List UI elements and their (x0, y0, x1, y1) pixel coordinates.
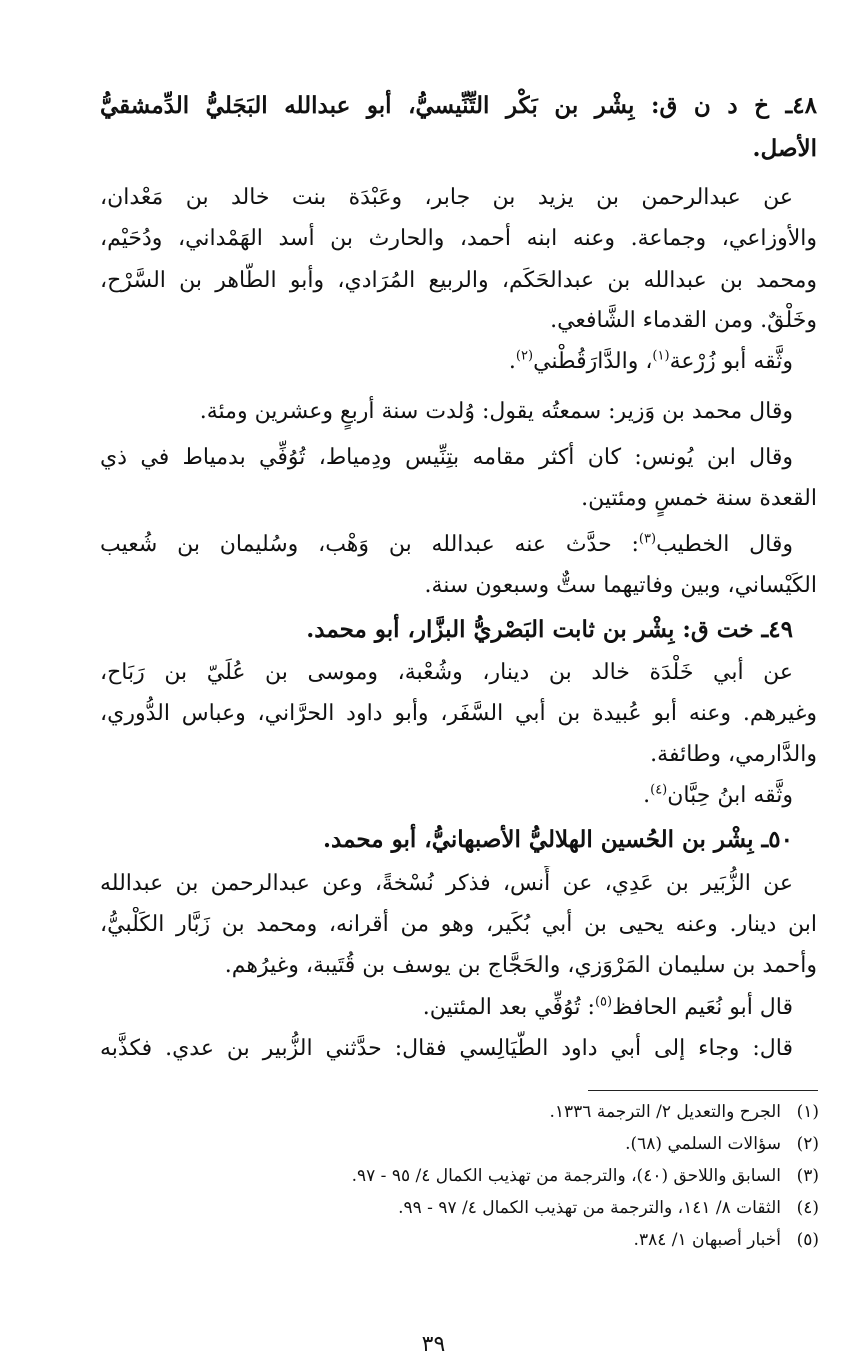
entry-49-heading: ٤٩ـ خت ق: بِشْر بن ثابت البَصْريُّ البزَّار، أبو محمد. (306, 616, 793, 643)
entry-48-line-3: ومحمد بن عبدالله بن عبدالحَكَم، والربيع المُرَادي، وأبو الطَّاهر بن السَّرْح، (100, 268, 817, 293)
footnote-ref-3[interactable]: (٣) (638, 531, 657, 547)
entry-48-line-2: والأوزاعي، وجماعة. وعنه ابنه أحمد، والحارث بن أسد الهَمْداني، ودُحَيْم، (100, 226, 817, 251)
footnote-ref-4[interactable]: (٤) (650, 782, 668, 798)
entry-48-heading-cont: الأصل. (752, 135, 817, 162)
entry-50-death: قال أبو نُعَيم الحافظ$^{(٥)}$: تُوُفِّي بعد المئتين. (422, 994, 793, 1020)
footnote-5: (٥)أخبار أصبهان ١/ ٣٨٤. (633, 1230, 819, 1250)
entry-48-ibn-yunus-2: القعدة سنة خمسٍ ومئتين. (581, 486, 817, 511)
entry-49-line-3: والدَّارمي، وطائفة. (650, 742, 817, 767)
entry-50-line-1: عن الزُّبَير بن عَدِي، عن أَنس، فذكر نُسْخةً، وعن عبدالرحمن بن عبدالله (100, 871, 793, 896)
entry-49-tawthiq: وثَّقه ابنُ حِبَّان$^{(٤)}$. (643, 782, 793, 808)
footnote-4: (٤)الثقات ٨/ ١٤١، والترجمة من تهذيب الكمال ٤/ ٩٧ - ٩٩. (398, 1198, 819, 1218)
footnote-ref-2[interactable]: (٢) (515, 348, 534, 364)
entry-50-line-3: وأحمد بن سليمان المَرْوَزي، والحَجَّاج بن يوسف بن قُتَيبة، وغيرُهم. (224, 953, 817, 978)
footnote-1: (١)الجرح والتعديل ٢/ الترجمة ١٣٣٦. (549, 1102, 819, 1122)
page-number: ٣٩ (421, 1332, 446, 1357)
footnote-2: (٢)سؤالات السلمي (٦٨). (625, 1134, 819, 1154)
entry-48-khatib-1: وقال الخطيب$^{(٣)}$: حدَّث عنه عبدالله بن وَهْب، وسُليمان بن شُعيب (100, 531, 793, 557)
entry-48-birth: وقال محمد بن وَزير: سمعتُه يقول: وُلدت سنة أربعٍ وعشرين ومئة. (199, 399, 793, 424)
entry-49-line-2: وغيرهم. وعنه أبو عُبيدة بن أبي السَّفَر، وأبو داود الحرَّاني، وعباس الدُّوري، (100, 701, 817, 726)
footnote-divider (588, 1090, 818, 1091)
entry-48-heading: ٤٨ـ خ د ن ق: بِشْر بن بَكْر التِّنِّيسيُّ، أبو عبدالله البَجَليُّ الدِّمشقيُّ (100, 92, 817, 119)
footnote-3: (٣)السابق واللاحق (٤٠)، والترجمة من تهذيب الكمال ٤/ ٩٥ - ٩٧. (351, 1166, 819, 1186)
entry-48-khatib-2: الكَيْساني، وبين وفاتيهما ستٌّ وسبعون سنة. (424, 573, 817, 598)
entry-48-tawthiq: وثَّقه أبو زُرْعة$^{(١)}$، والدَّارَقُطْني$^{(٢)}$. (508, 348, 793, 374)
entry-48-ibn-yunus-1: وقال ابن يُونس: كان أكثر مقامه بتِنِّيس ودِمياط، تُوُفِّي بدمياط في ذي (100, 445, 793, 470)
entry-50-line-2: ابن دينار. وعنه يحيى بن أبي بُكَير، وهو من أقرانه، ومحمد بن زَبَّار الكَلْبيُّ، (100, 912, 817, 937)
footnote-ref-5[interactable]: (٥) (594, 994, 613, 1010)
entry-48-line-1: عن عبدالرحمن بن يزيد بن جابر، وعَبْدَة بنت خالد بن مَعْدان، (100, 185, 793, 210)
entry-49-line-1: عن أبي خَلْدَة خالد بن دينار، وشُعْبة، وموسى بن عُلَيّ بن رَبَاح، (100, 660, 793, 685)
entry-48-line-4: وخَلْقٌ. ومن القدماء الشَّافعي. (550, 308, 817, 333)
entry-50-last-line: قال: وجاء إلى أبي داود الطَّيَالِسي فقال: حدَّثني الزُّبير بن عدي. فكذَّبه (100, 1036, 793, 1061)
footnote-ref-1[interactable]: (١) (652, 348, 670, 364)
entry-50-heading: ٥٠ـ بِشْر بن الحُسين الهلاليُّ الأصبهانيُّ، أبو محمد. (323, 826, 793, 853)
